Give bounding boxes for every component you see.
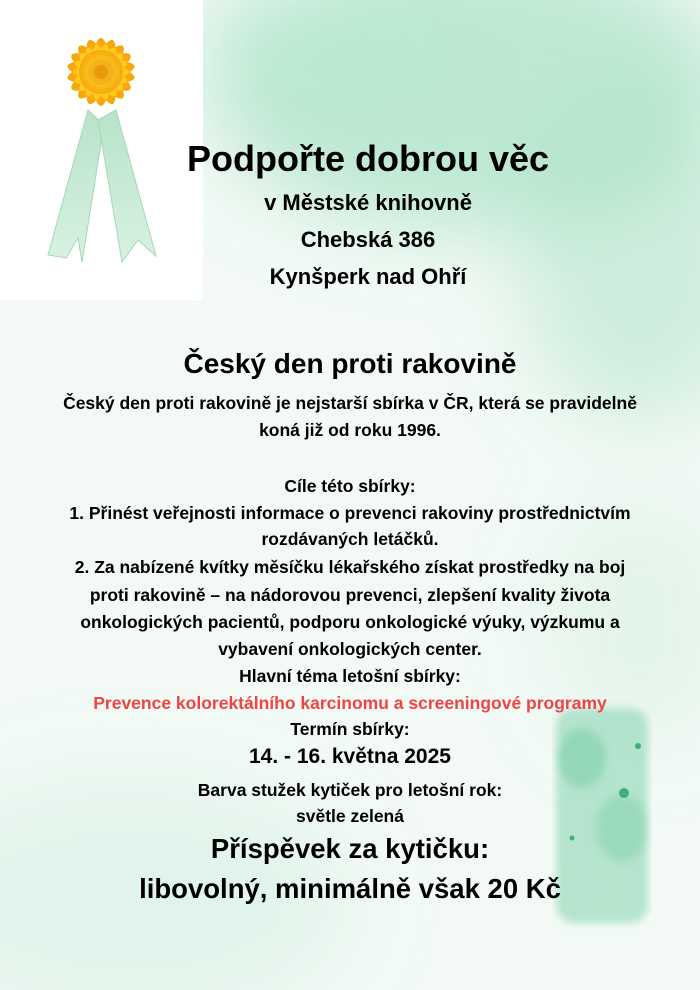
page-title: Podpořte dobrou věc (186, 138, 550, 179)
intro-heading: Český den proti rakovině (183, 348, 517, 379)
goal-2-line-4: vybavení onkologických center. (218, 639, 482, 659)
goal-2-line-2: proti rakovině – na nádorovou prevenci, zlepšení kvality života (89, 585, 611, 605)
dates-label: Termín sbírky: (290, 719, 410, 739)
dates-value: 14. - 16. května 2025 (249, 745, 451, 768)
location-line-3: Kynšperk nad Ohří (269, 264, 467, 289)
location-line-1: v Městské knihovně (264, 190, 472, 215)
goal-2-line-3: onkologických pacientů, podporu onkologické výuky, výzkumu a (80, 612, 620, 632)
contribution-label: Příspěvek za kytičku: (210, 833, 490, 864)
intro-text-line-1: Český den proti rakovině je nejstarší sbírka v ČR, která se pravidelně (63, 393, 637, 413)
contribution-value: libovolný, minimálně však 20 Kč (139, 873, 561, 904)
intro-text-line-2: koná již od roku 1996. (259, 420, 441, 440)
theme-value: Prevence kolorektálního karcinomu a screeningové programy (93, 693, 607, 713)
theme-label: Hlavní téma letošní sbírky: (239, 666, 461, 686)
goals-heading: Cíle této sbírky: (284, 476, 416, 496)
location-line-2: Chebská 386 (300, 227, 436, 252)
ribbon-label: Barva stužek kytiček pro letošní rok: (197, 780, 503, 800)
ribbon-value: světle zelená (296, 806, 404, 826)
goal-1-line-2: rozdávaných letáčků. (261, 529, 439, 549)
goal-2-line-1: 2. Za nabízené kvítky měsíčku lékařského získat prostředky na boj (74, 557, 626, 577)
goal-1-line-1: 1. Přinést veřejnosti informace o prevenci rakoviny prostřednictvím (69, 503, 631, 523)
